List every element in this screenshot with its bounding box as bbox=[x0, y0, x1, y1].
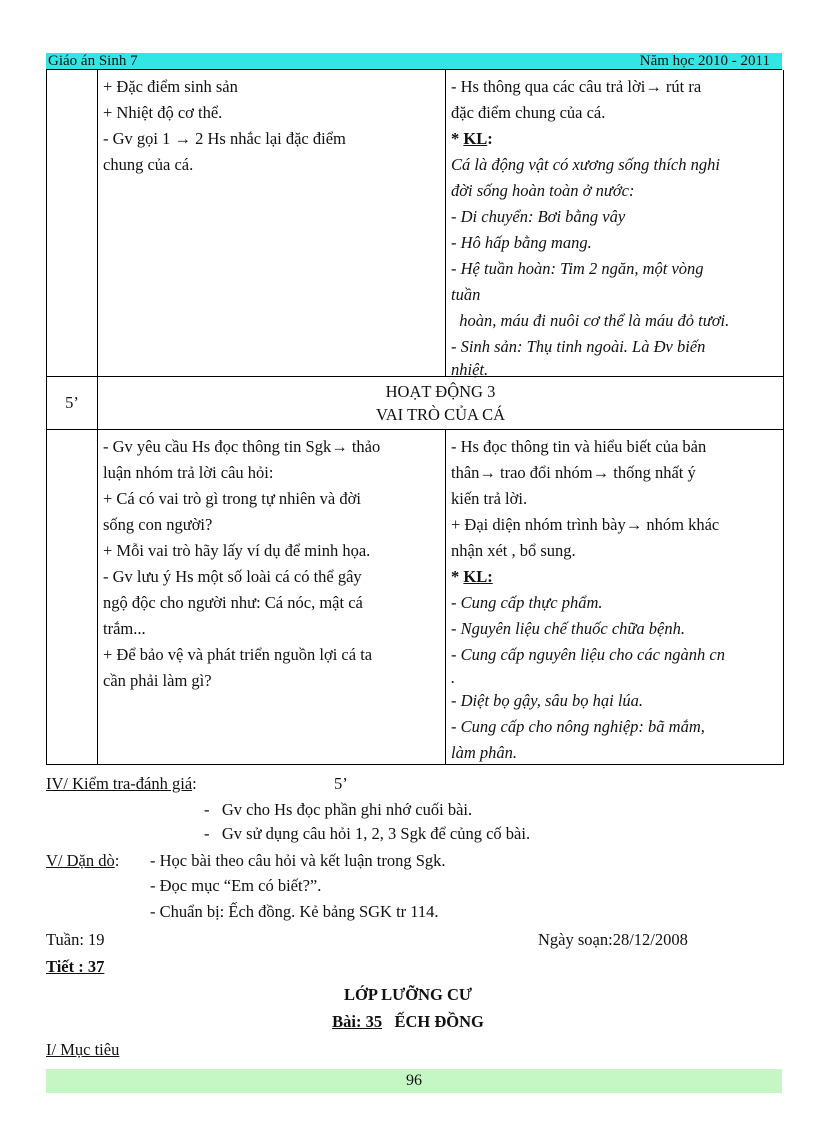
lesson-title bbox=[0, 1010, 816, 1034]
lesson-table bbox=[46, 70, 784, 765]
conclusion-line: tuần bbox=[451, 285, 481, 304]
text-line: - Hs thông qua các câu trả lời→ rút ra bbox=[451, 77, 702, 96]
date-label: Ngày soạn:28/12/2008 bbox=[538, 930, 688, 949]
section-5-heading: V/ Dặn dò: bbox=[46, 851, 120, 870]
student-cell bbox=[446, 70, 783, 379]
conclusion-line: - Nguyên liệu chế thuốc chữa bệnh. bbox=[451, 619, 685, 638]
student-cell bbox=[446, 430, 783, 764]
text-line: - Gv gọi 1 → 2 Hs nhắc lại đặc điểm bbox=[103, 129, 346, 148]
activity-heading bbox=[98, 377, 783, 429]
text-line: nhận xét , bổ sung. bbox=[451, 541, 576, 560]
section-4-time: 5’ bbox=[334, 774, 348, 793]
text-line: - Gv lưu ý Hs một số loài cá có thể gây bbox=[103, 567, 362, 586]
conclusion-label: * KL: bbox=[451, 567, 493, 586]
table-row bbox=[47, 70, 783, 379]
text-line: + Để bảo vệ và phát triển nguồn lợi cá ta bbox=[103, 645, 373, 664]
conclusion-line: - Di chuyển: Bơi bằng vây bbox=[451, 207, 626, 226]
teacher-cell bbox=[98, 70, 446, 376]
header-right: Năm học 2010 - 2011 bbox=[639, 53, 770, 69]
text-line: - Hs đọc thông tin và hiểu biết của bản bbox=[451, 437, 707, 456]
text-line: đặc điểm chung của cá. bbox=[451, 103, 606, 122]
section-4-heading: IV/ Kiểm tra-đánh giá: 5’ bbox=[46, 772, 446, 796]
conclusion-line: - Cung cấp nguyên liệu cho các ngành cn bbox=[451, 645, 726, 664]
text-line: + Đại diện nhóm trình bày→ nhóm khác bbox=[451, 515, 720, 534]
text-line: + Cá có vai trò gì trong tự nhiên và đời bbox=[103, 489, 361, 508]
conclusion-line: đời sống hoàn toàn ở nước: bbox=[451, 181, 635, 200]
time-cell bbox=[47, 70, 98, 376]
conclusion-line: Cá là động vật có xương sống thích nghi bbox=[451, 155, 720, 174]
objective-heading: I/ Mục tiêu bbox=[46, 1040, 120, 1059]
conclusion-line: làm phân. bbox=[451, 743, 517, 762]
text-line: - Gv yêu cầu Hs đọc thông tin Sgk→ thảo bbox=[103, 437, 381, 456]
conclusion-line: - Hệ tuần hoàn: Tim 2 ngăn, một vòng bbox=[451, 259, 704, 278]
header-left: Giáo án Sinh 7 bbox=[48, 53, 138, 69]
teacher-cell bbox=[98, 430, 446, 764]
conclusion-line: - Hô hấp bằng mang. bbox=[451, 233, 592, 252]
lesson-name: ẾCH ĐỒNG bbox=[394, 1012, 484, 1031]
section-5-item: - Chuẩn bị: Ếch đồng. Kẻ bảng SGK tr 114. bbox=[150, 902, 439, 921]
conclusion-line: - Cung cấp thực phẩm. bbox=[451, 593, 603, 612]
section-5-item: - Học bài theo câu hỏi và kết luận trong Sgk. bbox=[150, 851, 446, 870]
table-row bbox=[47, 429, 783, 764]
conclusion-line: nhiệt. bbox=[451, 360, 489, 379]
page-footer bbox=[46, 1069, 782, 1093]
activity-3-row bbox=[47, 376, 783, 429]
text-line: + Mỗi vai trò hãy lấy ví dụ để minh họa. bbox=[103, 541, 371, 560]
conclusion-line: hoàn, máu đi nuôi cơ thể là máu đỏ tươi. bbox=[451, 311, 730, 330]
text-line: trắm... bbox=[103, 619, 146, 638]
class-title: LỚP LƯỠNG CƯ bbox=[343, 985, 473, 1004]
text-line: thân→ trao đổi nhóm→ thống nhất ý bbox=[451, 463, 696, 482]
conclusion-line: - Sinh sản: Thụ tinh ngoài. Là Đv biến bbox=[451, 337, 706, 356]
section-4-item: - Gv sử dụng câu hỏi 1, 2, 3 Sgk để củng cố bài. bbox=[204, 824, 531, 843]
section-5-item: - Đọc mục “Em có biết?”. bbox=[150, 876, 322, 895]
page-number: 96 bbox=[406, 1072, 422, 1089]
page-header bbox=[46, 53, 782, 70]
lesson-period: Tiết : 37 bbox=[46, 957, 105, 976]
conclusion-line: . bbox=[451, 668, 456, 687]
time-cell bbox=[47, 430, 98, 764]
conclusion-line: - Cung cấp cho nông nghiệp: bã mắm, bbox=[451, 717, 705, 736]
text-line: + Đặc điểm sinh sản bbox=[103, 77, 238, 96]
text-line: ngộ độc cho người như: Cá nóc, mật cá bbox=[103, 593, 363, 612]
lesson-label: Bài: 35 bbox=[332, 1012, 383, 1031]
conclusion-label: * KL: bbox=[451, 129, 493, 148]
activity-title: HOẠT ĐỘNG 3 bbox=[385, 382, 496, 401]
activity-subtitle: VAI TRÒ CỦA CÁ bbox=[375, 405, 506, 424]
text-line: cần phải làm gì? bbox=[103, 671, 212, 690]
text-line: sống con người? bbox=[103, 515, 213, 534]
text-line: kiến trả lời. bbox=[451, 489, 528, 508]
conclusion-line: - Diệt bọ gậy, sâu bọ hại lúa. bbox=[451, 691, 644, 710]
text-line: + Nhiệt độ cơ thể. bbox=[103, 103, 223, 122]
text-line: chung của cá. bbox=[103, 155, 194, 174]
section-4-item: - Gv cho Hs đọc phần ghi nhớ cuối bài. bbox=[204, 800, 473, 819]
activity-time: 5’ bbox=[47, 377, 98, 429]
text-line: luận nhóm trả lời câu hỏi: bbox=[103, 463, 274, 482]
week-label: Tuần: 19 bbox=[46, 930, 105, 949]
